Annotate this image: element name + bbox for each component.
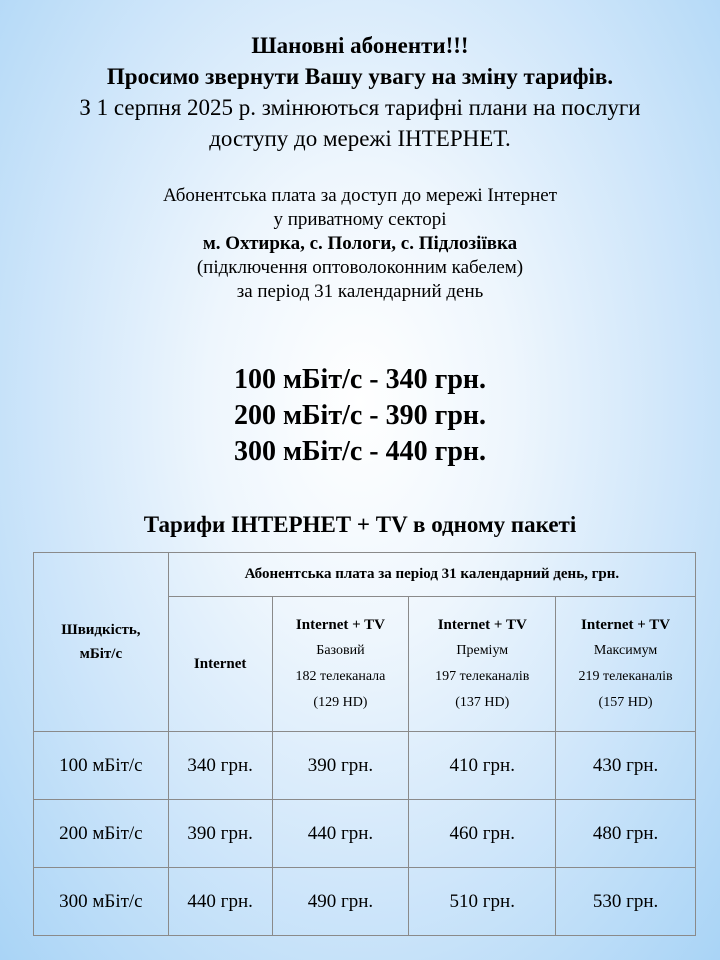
announcement-header xyxy=(0,30,720,154)
price-cell: 390 грн. xyxy=(168,800,272,868)
column-title: Internet + TV xyxy=(295,617,385,633)
speed-header-line-1: Швидкість, xyxy=(61,622,141,638)
price-cell: 430 грн. xyxy=(556,732,696,800)
column-hd: (137 HD) xyxy=(455,695,510,710)
column-premium xyxy=(409,597,556,732)
table-row xyxy=(34,868,696,936)
price-300: 300 мБіт/с - 440 грн. xyxy=(233,436,487,467)
column-channels: 182 телеканала xyxy=(295,669,386,684)
column-plan: Преміум xyxy=(456,643,509,658)
column-plan: Базовий xyxy=(316,643,365,658)
table-title: Тарифи ІНТЕРНЕТ + TV в одному пакеті xyxy=(143,512,577,537)
price-200: 200 мБіт/с - 390 грн. xyxy=(233,400,487,431)
subscription-line-1: Абонентська плата за доступ до мережі Інтернет xyxy=(162,185,558,206)
column-channels: 219 телеканалів xyxy=(578,669,673,684)
price-cell: 530 грн. xyxy=(556,868,696,936)
speed-header xyxy=(34,553,169,732)
column-internet: Internet xyxy=(168,597,272,732)
billing-period: за період 31 календарний день xyxy=(236,281,484,302)
price-list xyxy=(0,362,720,470)
connection-type: (підключення оптоволоконним кабелем) xyxy=(196,257,524,278)
change-notice-line-1: З 1 серпня 2025 р. змінюються тарифні плани на послуги xyxy=(79,95,641,120)
table-row xyxy=(34,732,696,800)
speed-cell: 200 мБіт/с xyxy=(34,800,169,868)
price-cell: 440 грн. xyxy=(168,868,272,936)
price-cell: 340 грн. xyxy=(168,732,272,800)
column-title: Internet + TV xyxy=(581,617,671,633)
price-cell: 410 грн. xyxy=(409,732,556,800)
price-cell: 440 грн. xyxy=(272,800,409,868)
table-row xyxy=(34,800,696,868)
column-plan: Максимум xyxy=(593,643,658,658)
speed-header-line-2: мБіт/с xyxy=(79,646,123,662)
column-hd: (157 HD) xyxy=(598,695,653,710)
tariff-table xyxy=(33,552,696,936)
speed-cell: 100 мБіт/с xyxy=(34,732,169,800)
price-cell: 460 грн. xyxy=(409,800,556,868)
greeting: Шановні абоненти!!! xyxy=(251,33,469,58)
fee-header: Абонентська плата за період 31 календарний день, грн. xyxy=(168,553,695,597)
price-cell: 480 грн. xyxy=(556,800,696,868)
table-header-row xyxy=(34,553,696,597)
column-basic xyxy=(272,597,409,732)
price-cell: 390 грн. xyxy=(272,732,409,800)
subscription-line-2: у приватному секторі xyxy=(273,209,447,230)
price-100: 100 мБіт/с - 340 грн. xyxy=(233,364,487,395)
change-notice-line-2: доступу до мережі ІНТЕРНЕТ. xyxy=(209,126,511,151)
price-cell: 490 грн. xyxy=(272,868,409,936)
column-maximum xyxy=(556,597,696,732)
price-cell: 510 грн. xyxy=(409,868,556,936)
column-hd: (129 HD) xyxy=(313,695,368,710)
column-title: Internet + TV xyxy=(437,617,527,633)
subscription-info xyxy=(0,184,720,304)
column-channels: 197 телеканалів xyxy=(435,669,530,684)
locations: м. Охтирка, с. Пологи, с. Підлозіївка xyxy=(202,233,518,254)
attention-notice: Просимо звернути Вашу увагу на зміну тарифів. xyxy=(106,64,614,89)
speed-cell: 300 мБіт/с xyxy=(34,868,169,936)
